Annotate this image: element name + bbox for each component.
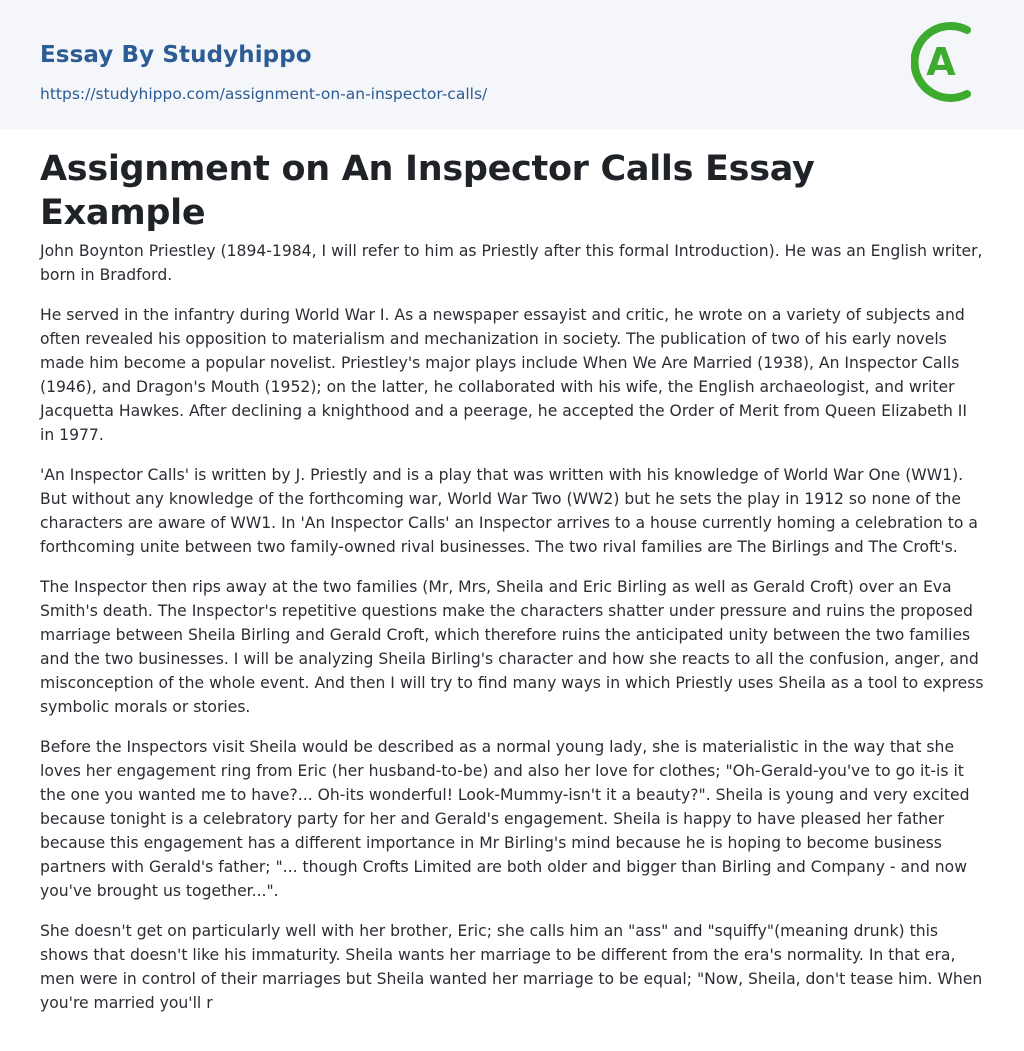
article-paragraph: She doesn't get on particularly well with her brother, Eric; she calls him an "ass" and "squiffy"(meaning drunk) this shows that doesn't like his immaturity. Sheila wants her marriage to be different from the era's normality. In that era, men were in control of their marriages but Sheila wanted her marriage to be equal; "Now, Sheila, don't tease him. When you're married you'll r: [40, 922, 983, 1012]
article-paragraph: 'An Inspector Calls' is written by J. Priestly and is a play that was written with his knowledge of World War One (WW1). But without any knowledge of the forthcoming war, World War Two (WW2) but he sets the play in 1912 so none of the characters are aware of WW1. In 'An Inspector Calls' an Inspector arrives to a house currently homing a celebration to a forthcoming unite between two family-owned rival businesses. The two rival families are The Birlings and The Croft's.: [40, 466, 978, 556]
article-paragraph: The Inspector then rips away at the two families (Mr, Mrs, Sheila and Eric Birling as well as Gerald Croft) over an Eva Smith's death. The Inspector's repetitive questions make the characters shatter under pressure and ruins the proposed marriage between Sheila Birling and Gerald Croft, which therefore ruins the anticipated unity between the two families and the two businesses. I will be analyzing Sheila Birling's character and how she reacts to all the confusion, anger, and misconception of the whole event. And then I will try to find many ways in which Priestly uses Sheila as a tool to express symbolic morals or stories.: [40, 578, 984, 716]
article-paragraph: John Boynton Priestley (1894-1984, I will refer to him as Priestly after this formal Introduction). He was an English writer, born in Bradford.: [40, 242, 983, 284]
studyhippo-logo-icon[interactable]: [911, 18, 989, 106]
logo-letter: A: [926, 40, 956, 84]
article-title: Assignment on An Inspector Calls Essay Example: [40, 149, 815, 233]
article-paragraph: He served in the infantry during World War I. As a newspaper essayist and critic, he wrote on a variety of subjects and often revealed his opposition to materialism and mechanization in society. The publication of two of his early novels made him become a popular novelist. Priestley's major plays include When We Are Married (1938), An Inspector Calls (1946), and Dragon's Mouth (1952); on the latter, he collaborated with his wife, the English archaeologist, and writer Jacquetta Hawkes. After declining a knighthood and a peerage, he accepted the Order of Merit from Queen Elizabeth II in 1977.: [40, 306, 968, 444]
article-body: [0, 129, 1024, 1015]
article-url-link[interactable]: https://studyhippo.com/assignment-on-an-inspector-calls/: [40, 85, 488, 103]
site-header: [0, 0, 1024, 129]
site-brand[interactable]: Essay By Studyhippo: [40, 42, 312, 68]
article-paragraph: Before the Inspectors visit Sheila would be described as a normal young lady, she is materialistic in the way that she loves her engagement ring from Eric (her husband-to-be) and also her love for clothes; "Oh-Gerald-you've to go it-is it the one you wanted me to have?... Oh-its wonderful! Look-Mummy-isn't it a beauty?". Sheila is young and very excited because tonight is a celebratory party for her and Gerald's engagement. Sheila is happy to have pleased her father because this engagement has a different importance in Mr Birling's mind because he is hoping to become business partners with Gerald's father; "... though Crofts Limited are both older and bigger than Birling and Company - and now you've brought us together...".: [40, 738, 970, 900]
